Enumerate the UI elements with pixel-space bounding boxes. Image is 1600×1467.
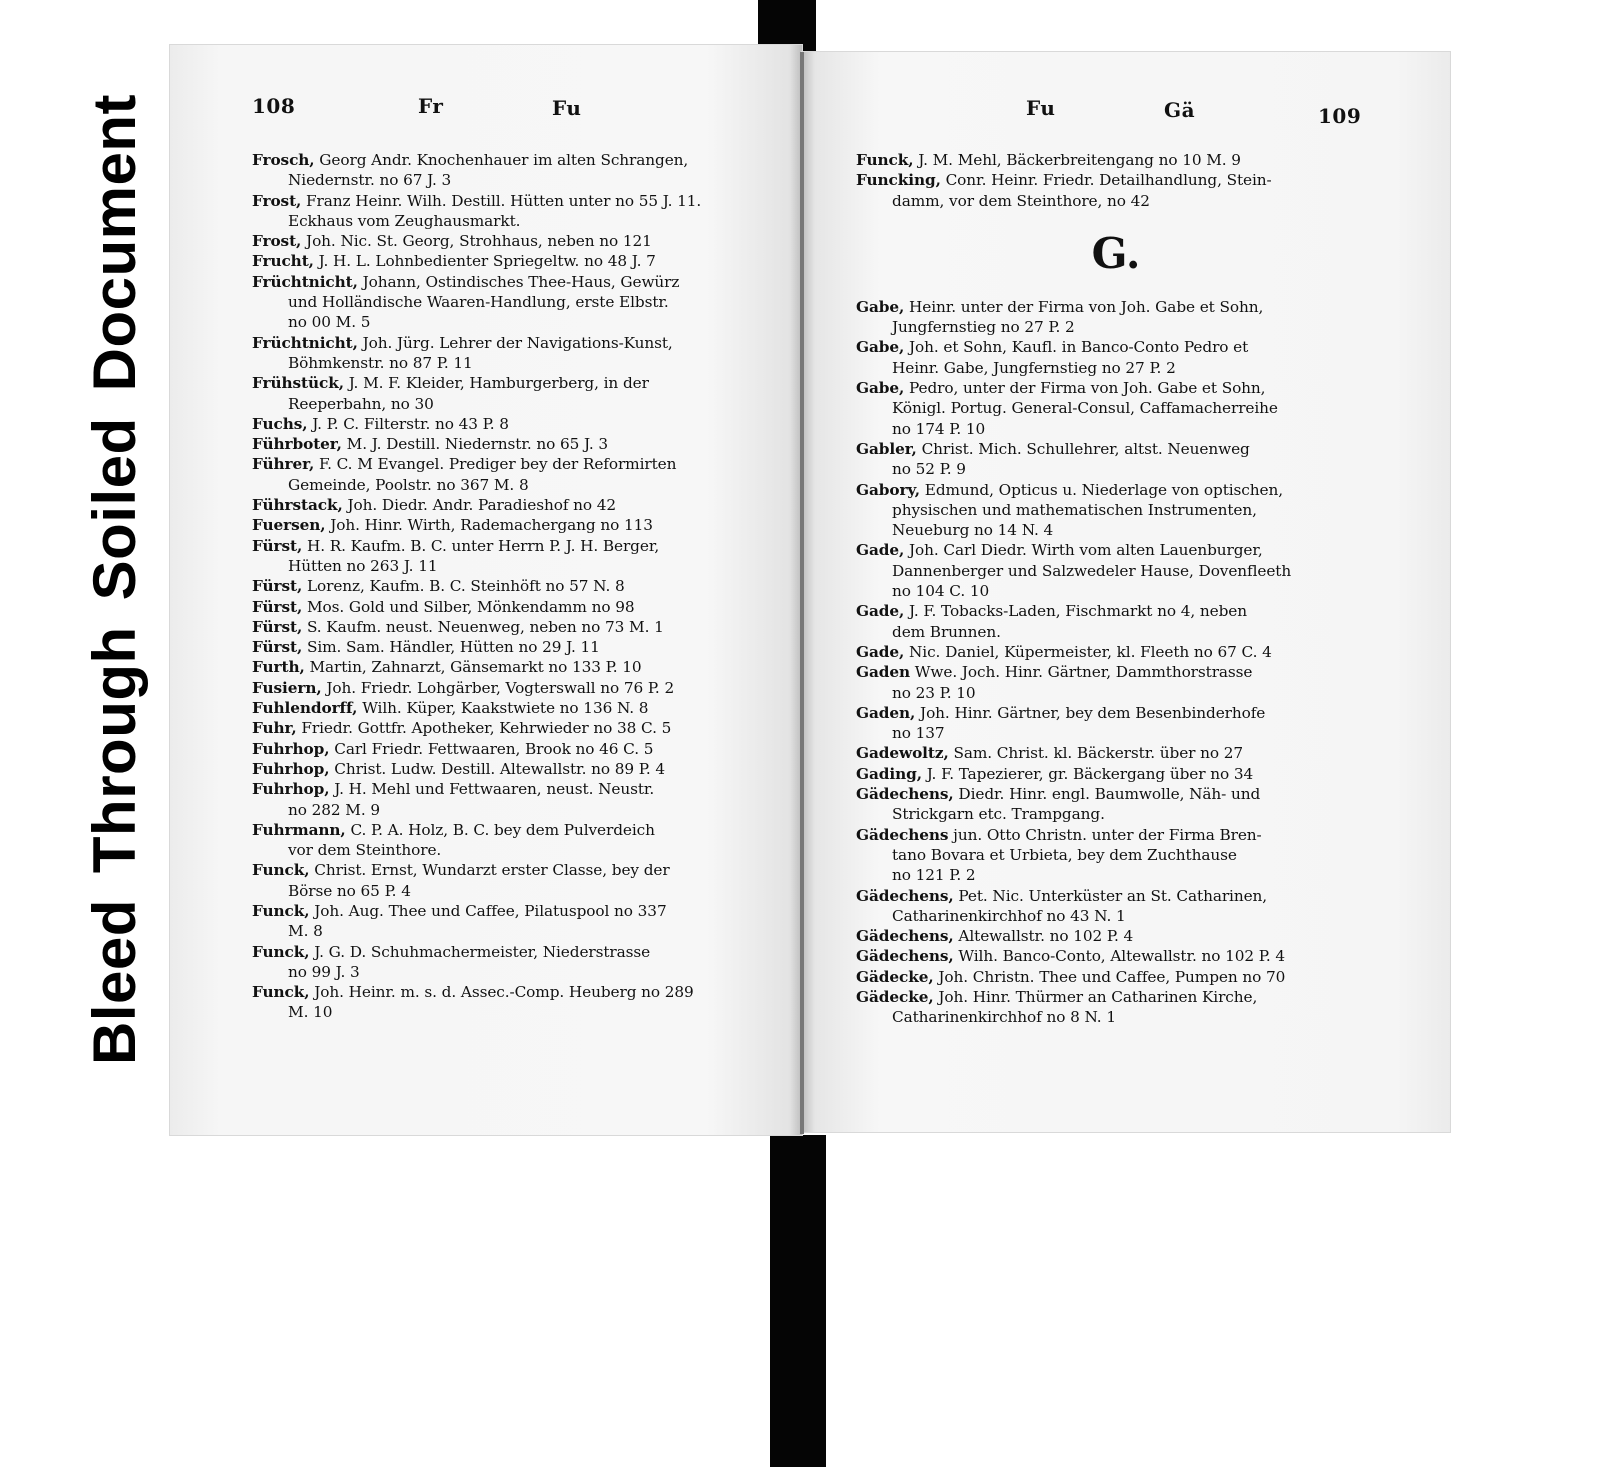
entry-surname: Gädechens, bbox=[856, 927, 954, 946]
warning-word: Document bbox=[80, 93, 148, 392]
directory-entry bbox=[856, 297, 1376, 338]
entry-details: Joh. Carl Diedr. Wirth vom alten Lauenburger, bbox=[909, 541, 1263, 560]
entry-surname: Funck, bbox=[856, 151, 914, 169]
directory-entry bbox=[252, 597, 772, 617]
entry-details: J. M. Mehl, Bäckerbreitengang no 10 M. 9 bbox=[918, 151, 1241, 169]
directory-entry bbox=[252, 982, 772, 1023]
directory-entry bbox=[252, 942, 772, 983]
entry-continuation-line: no 23 P. 10 bbox=[892, 683, 976, 702]
entry-surname: Führer, bbox=[252, 455, 315, 474]
directory-entry bbox=[252, 414, 772, 434]
entry-details: Sam. Christ. kl. Bäckerstr. über no 27 bbox=[953, 744, 1244, 763]
directory-entry bbox=[252, 739, 772, 759]
entry-first-line bbox=[252, 779, 772, 799]
entry-surname: Fürst, bbox=[252, 617, 303, 636]
directory-entry bbox=[856, 480, 1376, 541]
entry-continuation-line: Heinr. Gabe, Jungfernstieg no 27 P. 2 bbox=[892, 358, 1176, 377]
entry-details: Christ. Mich. Schullehrer, altst. Neuenweg bbox=[921, 439, 1250, 458]
directory-entry bbox=[252, 779, 772, 820]
entry-surname: Gädechens, bbox=[856, 886, 954, 905]
warning-word: Bleed bbox=[80, 899, 148, 1065]
entry-continuation-line: Böhmkenstr. no 87 P. 11 bbox=[288, 353, 473, 372]
directory-entry bbox=[856, 170, 1376, 211]
entry-continuation-line: tano Bovara et Urbieta, bey dem Zuchthause bbox=[892, 845, 1237, 864]
entry-surname: Gade, bbox=[856, 642, 905, 661]
entry-first-line bbox=[252, 495, 772, 515]
entry-first-line bbox=[856, 703, 1376, 723]
entry-details: Joh. Hinr. Thürmer an Catharinen Kirche, bbox=[938, 987, 1258, 1006]
entry-surname: Fuhlendorff, bbox=[252, 699, 358, 718]
entry-continuation-line: Gemeinde, Poolstr. no 367 M. 8 bbox=[288, 475, 529, 494]
entry-first-line bbox=[856, 439, 1376, 459]
entry-surname: Funcking, bbox=[856, 171, 941, 190]
entry-first-line bbox=[252, 231, 772, 251]
entry-details: F. C. M Evangel. Prediger bey der Reformirten bbox=[318, 455, 677, 474]
directory-entry bbox=[252, 718, 772, 738]
entry-details: Wwe. Joch. Hinr. Gärtner, Dammthorstrasse bbox=[914, 663, 1253, 682]
entry-surname: Gading, bbox=[856, 764, 922, 783]
left-running-head-2: Fu bbox=[552, 96, 582, 120]
entry-continuation-line: no 99 J. 3 bbox=[288, 962, 360, 981]
entry-details: J. F. Tapezierer, gr. Bäckergang über no 34 bbox=[926, 764, 1254, 783]
entry-details: Diedr. Hinr. engl. Baumwolle, Näh- und bbox=[958, 785, 1261, 804]
entry-continuation-line: no 52 P. 9 bbox=[892, 460, 966, 479]
directory-entry bbox=[252, 515, 772, 535]
entry-first-line bbox=[856, 170, 1376, 190]
directory-entry bbox=[856, 926, 1376, 946]
entry-first-line bbox=[252, 191, 772, 211]
directory-entry bbox=[856, 946, 1376, 966]
entry-details: Friedr. Gottfr. Apotheker, Kehrwieder no 38 C. 5 bbox=[301, 719, 672, 738]
entry-first-line bbox=[856, 743, 1376, 763]
entry-details: M. J. Destill. Niedernstr. no 65 J. 3 bbox=[346, 435, 609, 454]
entry-first-line bbox=[856, 662, 1376, 682]
entry-continuation-line: Dannenberger und Salzwedeler Hause, Dovenfleeth bbox=[892, 561, 1292, 580]
entry-details: Joh. Aug. Thee und Caffee, Pilatuspool no 337 bbox=[314, 901, 667, 920]
entry-surname: Gädecke, bbox=[856, 987, 934, 1006]
left-running-head-1: Fr bbox=[418, 94, 444, 118]
book-gutter bbox=[800, 52, 804, 1134]
directory-entry bbox=[856, 337, 1376, 378]
entry-details: Wilh. Banco-Conto, Altewallstr. no 102 P. 4 bbox=[958, 947, 1286, 966]
entry-details: Pedro, unter der Firma von Joh. Gabe et Sohn, bbox=[909, 379, 1266, 398]
entry-first-line bbox=[252, 272, 772, 292]
entry-details: C. P. A. Holz, B. C. bey dem Pulverdeich bbox=[350, 820, 655, 839]
entry-surname: Frost, bbox=[252, 232, 302, 251]
directory-entry bbox=[252, 495, 772, 515]
entry-continuation-line: physischen und mathematischen Instrumenten, bbox=[892, 500, 1257, 519]
section-letter-heading: G. bbox=[1091, 228, 1141, 278]
entry-first-line bbox=[856, 480, 1376, 500]
entry-first-line bbox=[252, 454, 772, 474]
entry-details: Nic. Daniel, Küpermeister, kl. Fleeth no 67 C. 4 bbox=[909, 642, 1272, 661]
warning-word: Soiled bbox=[80, 417, 148, 601]
entry-first-line bbox=[252, 678, 772, 698]
entry-first-line bbox=[252, 901, 772, 921]
entry-first-line bbox=[856, 150, 1376, 170]
entry-continuation-line: Eckhaus vom Zeughausmarkt. bbox=[288, 211, 521, 230]
directory-entry bbox=[856, 743, 1376, 763]
entry-details: Pet. Nic. Unterküster an St. Catharinen, bbox=[958, 886, 1268, 905]
entry-details: Joh. Jürg. Lehrer der Navigations-Kunst, bbox=[362, 333, 673, 352]
bleed-through-warning-label bbox=[64, 55, 164, 1065]
entry-first-line bbox=[252, 434, 772, 454]
directory-entry bbox=[856, 784, 1376, 825]
entry-details: J. P. C. Filterstr. no 43 P. 8 bbox=[312, 414, 509, 433]
entry-surname: Gaden, bbox=[856, 703, 916, 722]
entry-surname: Fürst, bbox=[252, 536, 303, 555]
entry-surname: Furth, bbox=[252, 658, 305, 677]
right-running-head-1: Fu bbox=[1026, 96, 1056, 120]
left-entry-list bbox=[252, 150, 772, 1023]
entry-surname: Fürst, bbox=[252, 597, 303, 616]
entry-surname: Gabe, bbox=[856, 379, 905, 398]
entry-surname: Gabory, bbox=[856, 480, 920, 499]
entry-first-line bbox=[252, 657, 772, 677]
entry-details: Lorenz, Kaufm. B. C. Steinhöft no 57 N. 8 bbox=[306, 577, 625, 596]
entry-first-line bbox=[856, 540, 1376, 560]
entry-details: J. F. Tobacks-Laden, Fischmarkt no 4, neben bbox=[909, 602, 1247, 621]
entry-details: J. H. Mehl und Fettwaaren, neust. Neustr. bbox=[334, 780, 655, 799]
entry-surname: Gädecke, bbox=[856, 967, 934, 986]
right-running-head-2: Gä bbox=[1164, 98, 1196, 122]
entry-details: Joh. Friedr. Lohgärber, Vogterswall no 76 P. 2 bbox=[326, 678, 675, 697]
entry-surname: Funck, bbox=[252, 901, 310, 920]
entry-first-line bbox=[856, 926, 1376, 946]
directory-entry bbox=[856, 378, 1376, 439]
right-entry-list bbox=[856, 150, 1376, 1028]
entry-surname: Früchtnicht, bbox=[252, 333, 358, 352]
entry-surname: Gaden bbox=[856, 663, 911, 682]
entry-surname: Fuhr, bbox=[252, 719, 297, 738]
directory-entry bbox=[252, 820, 772, 861]
directory-entry bbox=[252, 454, 772, 495]
entry-continuation-line: Strickgarn etc. Trampgang. bbox=[892, 805, 1105, 824]
directory-entry bbox=[252, 150, 772, 191]
entry-first-line bbox=[252, 576, 772, 596]
entry-continuation-line: Jungfernstieg no 27 P. 2 bbox=[892, 318, 1075, 337]
entry-continuation-line: Catharinenkirchhof no 43 N. 1 bbox=[892, 906, 1126, 925]
entry-first-line bbox=[252, 251, 772, 271]
entry-first-line bbox=[252, 759, 772, 779]
directory-entry bbox=[856, 642, 1376, 662]
entry-details: Carl Friedr. Fettwaaren, Brook no 46 C. 5 bbox=[334, 739, 654, 758]
entry-first-line bbox=[252, 333, 772, 353]
entry-continuation-line: M. 8 bbox=[288, 922, 323, 941]
entry-surname: Führstack, bbox=[252, 496, 343, 515]
entry-surname: Frost, bbox=[252, 191, 302, 210]
entry-continuation-line: Reeperbahn, no 30 bbox=[288, 394, 434, 413]
entry-details: Joh. Hinr. Gärtner, bey dem Besenbinderhofe bbox=[920, 703, 1266, 722]
entry-surname: Gade, bbox=[856, 541, 905, 560]
entry-surname: Fuersen, bbox=[252, 516, 326, 535]
entry-details: Heinr. unter der Firma von Joh. Gabe et Sohn, bbox=[909, 297, 1264, 316]
directory-entry bbox=[252, 251, 772, 271]
entry-first-line bbox=[252, 698, 772, 718]
entry-surname: Frucht, bbox=[252, 252, 314, 271]
entry-details: Joh. Nic. St. Georg, Strohhaus, neben no 121 bbox=[306, 232, 652, 251]
entry-surname: Gabe, bbox=[856, 338, 905, 357]
directory-entry bbox=[252, 536, 772, 577]
entry-details: jun. Otto Christn. unter der Firma Bren- bbox=[953, 825, 1262, 844]
entry-details: Edmund, Opticus u. Niederlage von optischen, bbox=[924, 480, 1283, 499]
entry-first-line bbox=[252, 515, 772, 535]
directory-entry bbox=[252, 272, 772, 333]
entry-details: Joh. et Sohn, Kaufl. in Banco-Conto Pedro et bbox=[909, 338, 1249, 357]
directory-entry bbox=[252, 373, 772, 414]
directory-entry bbox=[252, 576, 772, 596]
directory-entry bbox=[252, 657, 772, 677]
entry-details: Wilh. Küper, Kaakstwiete no 136 N. 8 bbox=[362, 699, 649, 718]
entry-details: H. R. Kaufm. B. C. unter Herrn P. J. H. Berger, bbox=[306, 536, 660, 555]
entry-first-line bbox=[856, 297, 1376, 317]
entry-surname: Gadewoltz, bbox=[856, 744, 949, 763]
entry-first-line bbox=[252, 637, 772, 657]
right-page-number: 109 bbox=[1318, 104, 1362, 128]
directory-entry bbox=[252, 191, 772, 232]
entry-continuation-line: Hütten no 263 J. 11 bbox=[288, 556, 438, 575]
entry-first-line bbox=[252, 536, 772, 556]
entry-surname: Früchtnicht, bbox=[252, 272, 358, 291]
right-entries-before bbox=[856, 150, 1376, 211]
directory-entry bbox=[252, 333, 772, 374]
directory-entry bbox=[856, 987, 1376, 1028]
entry-surname: Gade, bbox=[856, 602, 905, 621]
directory-entry bbox=[252, 231, 772, 251]
entry-surname: Fuhrhop, bbox=[252, 780, 330, 799]
entry-first-line bbox=[856, 378, 1376, 398]
left-page-number: 108 bbox=[252, 94, 296, 118]
entry-continuation-line: Börse no 65 P. 4 bbox=[288, 881, 411, 900]
entry-continuation-line: no 137 bbox=[892, 724, 945, 743]
directory-entry bbox=[856, 601, 1376, 642]
entry-details: Joh. Christn. Thee und Caffee, Pumpen no 70 bbox=[938, 967, 1286, 986]
entry-continuation-line: M. 10 bbox=[288, 1003, 333, 1022]
directory-entry bbox=[856, 886, 1376, 927]
entry-continuation-line: dem Brunnen. bbox=[892, 622, 1001, 641]
entry-first-line bbox=[252, 942, 772, 962]
entry-continuation-line: no 104 C. 10 bbox=[892, 582, 990, 601]
entry-continuation-line: Neueburg no 14 N. 4 bbox=[892, 521, 1054, 540]
entry-details: Franz Heinr. Wilh. Destill. Hütten unter no 55 J. 11. bbox=[306, 191, 702, 210]
entry-first-line bbox=[856, 601, 1376, 621]
entry-continuation-line: Niedernstr. no 67 J. 3 bbox=[288, 171, 452, 190]
entry-surname: Funck, bbox=[252, 942, 310, 961]
entry-first-line bbox=[856, 946, 1376, 966]
directory-entry bbox=[856, 662, 1376, 703]
entry-surname: Fuhrhop, bbox=[252, 739, 330, 758]
entry-first-line bbox=[252, 414, 772, 434]
entry-surname: Frühstück, bbox=[252, 374, 344, 393]
entry-first-line bbox=[856, 825, 1376, 845]
entry-first-line bbox=[252, 820, 772, 840]
entry-details: Christ. Ludw. Destill. Altewallstr. no 89 P. 4 bbox=[334, 759, 666, 778]
entry-first-line bbox=[252, 373, 772, 393]
entry-continuation-line: no 282 M. 9 bbox=[288, 800, 381, 819]
entry-surname: Gabe, bbox=[856, 297, 905, 316]
entry-surname: Fürst, bbox=[252, 638, 303, 657]
entry-surname: Frosch, bbox=[252, 151, 315, 169]
entry-first-line bbox=[252, 718, 772, 738]
entry-surname: Gädechens, bbox=[856, 785, 954, 804]
entry-details: Joh. Diedr. Andr. Paradieshof no 42 bbox=[347, 496, 617, 515]
directory-entry bbox=[252, 901, 772, 942]
directory-entry bbox=[856, 439, 1376, 480]
entry-first-line bbox=[856, 886, 1376, 906]
entry-details: Conr. Heinr. Friedr. Detailhandlung, Stein- bbox=[945, 171, 1272, 190]
directory-entry bbox=[856, 150, 1376, 170]
entry-surname: Fuhrhop, bbox=[252, 759, 330, 778]
directory-entry bbox=[252, 617, 772, 637]
entry-details: J. G. D. Schuhmachermeister, Niederstrasse bbox=[314, 942, 651, 961]
directory-entry bbox=[252, 698, 772, 718]
entry-surname: Gädechens bbox=[856, 825, 949, 844]
directory-entry bbox=[252, 759, 772, 779]
entry-surname: Funck, bbox=[252, 983, 310, 1002]
entry-details: Georg Andr. Knochenhauer im alten Schrangen, bbox=[319, 151, 689, 169]
directory-entry bbox=[252, 637, 772, 657]
entry-continuation-line: damm, vor dem Steinthore, no 42 bbox=[892, 191, 1150, 210]
entry-continuation-line: no 00 M. 5 bbox=[288, 313, 371, 332]
entry-first-line bbox=[856, 987, 1376, 1007]
entry-surname: Gädechens, bbox=[856, 947, 954, 966]
entry-continuation-line: no 174 P. 10 bbox=[892, 419, 986, 438]
entry-details: Joh. Heinr. m. s. d. Assec.-Comp. Heuberg no 289 bbox=[314, 983, 694, 1002]
entry-surname: Fuchs, bbox=[252, 414, 308, 433]
entry-surname: Funck, bbox=[252, 861, 310, 880]
entry-first-line bbox=[856, 764, 1376, 784]
directory-entry bbox=[252, 860, 772, 901]
entry-first-line bbox=[252, 982, 772, 1002]
directory-entry bbox=[856, 967, 1376, 987]
entry-first-line bbox=[856, 337, 1376, 357]
entry-details: Joh. Hinr. Wirth, Rademachergang no 113 bbox=[330, 516, 653, 535]
entry-first-line bbox=[252, 860, 772, 880]
directory-entry bbox=[856, 764, 1376, 784]
entry-first-line bbox=[856, 967, 1376, 987]
entry-continuation-line: Königl. Portug. General-Consul, Caffamacherreihe bbox=[892, 399, 1278, 418]
warning-word: Through bbox=[80, 626, 148, 874]
entry-details: Martin, Zahnarzt, Gänsemarkt no 133 P. 10 bbox=[309, 658, 642, 677]
entry-details: S. Kaufm. neust. Neuenweg, neben no 73 M. 1 bbox=[306, 617, 664, 636]
entry-details: Johann, Ostindisches Thee-Haus, Gewürz bbox=[362, 272, 680, 291]
right-entries-after bbox=[856, 297, 1376, 1028]
entry-details: J. M. F. Kleider, Hamburgerberg, in der bbox=[348, 374, 649, 393]
entry-first-line bbox=[252, 617, 772, 637]
entry-surname: Fuhrmann, bbox=[252, 820, 346, 839]
directory-entry bbox=[252, 678, 772, 698]
entry-details: Christ. Ernst, Wundarzt erster Classe, bey der bbox=[314, 861, 670, 880]
entry-surname: Fusiern, bbox=[252, 678, 322, 697]
binding-tape-bottom bbox=[770, 1135, 826, 1467]
directory-entry bbox=[252, 434, 772, 454]
entry-surname: Führboter, bbox=[252, 435, 342, 454]
entry-details: Mos. Gold und Silber, Mönkendamm no 98 bbox=[306, 597, 635, 616]
directory-entry bbox=[856, 825, 1376, 886]
entry-first-line bbox=[856, 784, 1376, 804]
entry-continuation-line: vor dem Steinthore. bbox=[288, 841, 442, 860]
entry-first-line bbox=[252, 150, 772, 170]
entry-continuation-line: Catharinenkirchhof no 8 N. 1 bbox=[892, 1008, 1116, 1027]
entry-continuation-line: und Holländische Waaren-Handlung, erste Elbstr. bbox=[288, 293, 669, 312]
directory-entry bbox=[856, 703, 1376, 744]
entry-surname: Gabler, bbox=[856, 439, 917, 458]
entry-details: J. H. L. Lohnbedienter Spriegeltw. no 48 J. 7 bbox=[318, 252, 656, 271]
entry-first-line bbox=[252, 739, 772, 759]
entry-first-line bbox=[252, 597, 772, 617]
entry-continuation-line: no 121 P. 2 bbox=[892, 866, 976, 885]
directory-entry bbox=[856, 540, 1376, 601]
entry-details: Altewallstr. no 102 P. 4 bbox=[958, 927, 1134, 946]
entry-surname: Fürst, bbox=[252, 577, 303, 596]
entry-details: Sim. Sam. Händler, Hütten no 29 J. 11 bbox=[306, 638, 600, 657]
entry-first-line bbox=[856, 642, 1376, 662]
